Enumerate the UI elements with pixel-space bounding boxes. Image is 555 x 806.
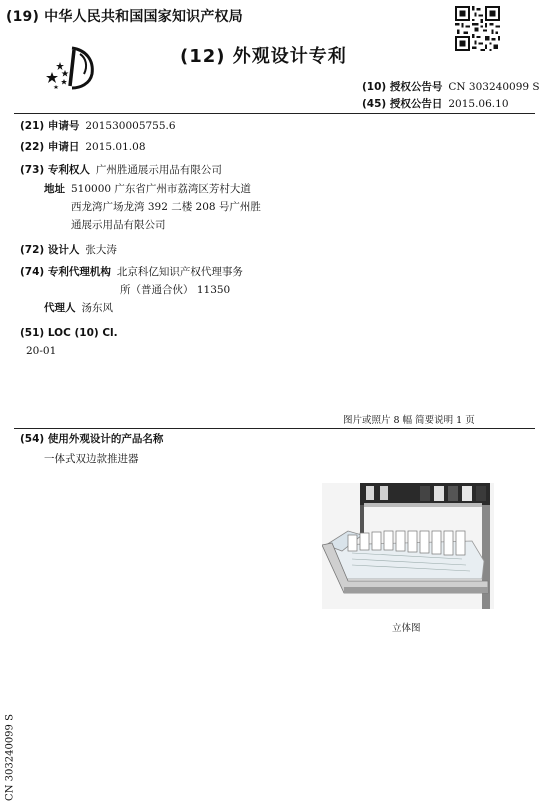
- view-caption: 立体图: [392, 623, 421, 634]
- address-row: [44, 181, 251, 198]
- publication-date: 2015.06.10: [448, 98, 509, 110]
- agency-line-1: 北京科亿知识产权代理事务: [116, 266, 243, 278]
- application-number: 201530005755.6: [85, 120, 176, 132]
- qr-code: [455, 6, 500, 51]
- product-title-label: (54) 使用外观设计的产品名称: [20, 433, 164, 445]
- loc-classification-value: 20-01: [26, 345, 57, 357]
- patent-office-emblem: [44, 46, 100, 90]
- agent: 汤东风: [81, 302, 113, 314]
- patentee-label: (73) 专利权人: [20, 164, 90, 176]
- address-line-3: 通展示用品有限公司: [71, 219, 166, 231]
- page-count-note: 图片或照片 8 幅 简要说明 1 页: [343, 415, 475, 426]
- designer-label: (72) 设计人: [20, 244, 80, 256]
- application-date-row: [20, 139, 146, 156]
- patentee: 广州胜通展示用品有限公司: [95, 164, 222, 176]
- address-line-1: 510000 广东省广州市荔湾区芳村大道: [71, 183, 251, 195]
- application-date: 2015.01.08: [85, 141, 146, 153]
- header-divider: [14, 113, 535, 114]
- body-divider: [14, 428, 535, 429]
- side-publication-number: CN 303240099 S: [4, 714, 16, 801]
- application-date-label: (22) 申请日: [20, 141, 80, 153]
- address-line-2: 西龙湾广场龙湾 392 二楼 208 号广州胜: [71, 201, 261, 213]
- loc-classification-label: (51) LOC (10) Cl.: [20, 327, 118, 339]
- product-name: 一体式双边款推进器: [44, 453, 139, 465]
- agent-row: [44, 300, 113, 317]
- designer: 张大涛: [85, 244, 117, 256]
- publication-number-row: [362, 79, 540, 94]
- publication-number: CN 303240099 S: [448, 81, 540, 93]
- application-number-row: [20, 118, 176, 135]
- issuing-office: (19) 中华人民共和国国家知识产权局: [6, 9, 243, 25]
- designer-row: [20, 242, 117, 259]
- patentee-row: [20, 162, 222, 179]
- publication-date-label: (45) 授权公告日: [362, 98, 443, 110]
- document-type-title: (12) 外观设计专利: [180, 46, 347, 67]
- product-photo: [322, 483, 494, 609]
- loc-classification-row: [20, 325, 118, 342]
- agency-row: [20, 264, 243, 281]
- agency-label: (74) 专利代理机构: [20, 266, 111, 278]
- address-label: 地址: [44, 183, 65, 195]
- agency-line-2: 所（普通合伙） 11350: [120, 284, 231, 296]
- publication-date-row: [362, 96, 509, 111]
- application-number-label: (21) 申请号: [20, 120, 80, 132]
- publication-number-label: (10) 授权公告号: [362, 81, 443, 93]
- agent-label: 代理人: [44, 302, 76, 314]
